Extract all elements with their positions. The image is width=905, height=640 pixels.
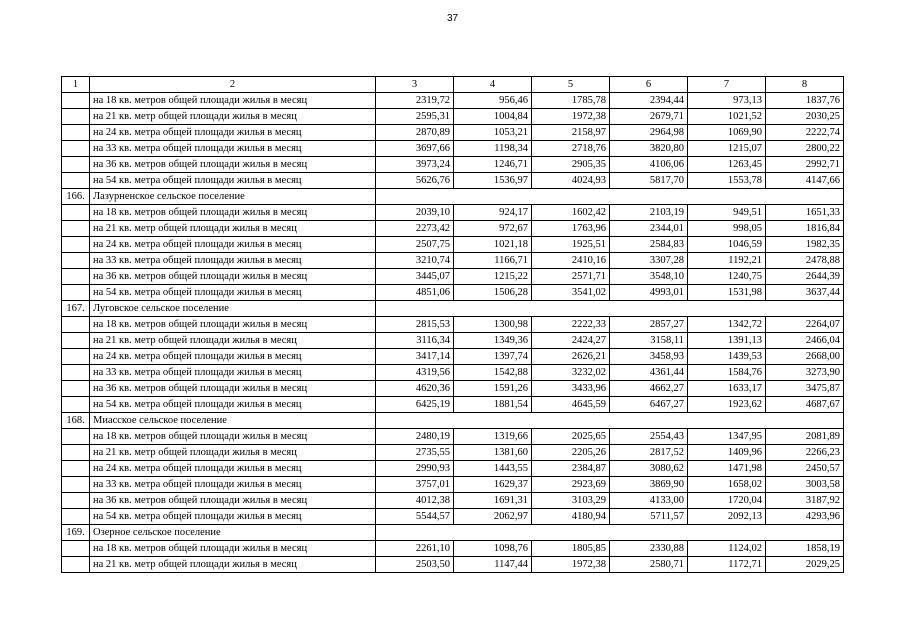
section-row [62, 413, 844, 429]
value-cell: 2222,33 [532, 317, 610, 333]
value-cell: 4361,44 [610, 365, 688, 381]
value-cell: 2992,71 [766, 157, 844, 173]
value-cell: 1785,78 [532, 93, 610, 109]
value-cell: 1342,72 [688, 317, 766, 333]
value-cell: 2817,52 [610, 445, 688, 461]
value-cell: 2584,83 [610, 237, 688, 253]
value-cell: 4687,67 [766, 397, 844, 413]
row-number-cell [62, 429, 90, 445]
value-cell: 2800,22 [766, 141, 844, 157]
value-cell: 1439,53 [688, 349, 766, 365]
value-cell: 3003,58 [766, 477, 844, 493]
row-description: на 21 кв. метр общей площади жилья в месяц [90, 333, 376, 349]
row-description: на 18 кв. метров общей площади жилья в месяц [90, 429, 376, 445]
value-cell: 1347,95 [688, 429, 766, 445]
row-description: на 33 кв. метра общей площади жилья в месяц [90, 253, 376, 269]
value-cell: 1240,75 [688, 269, 766, 285]
section-number: 166. [62, 189, 90, 205]
row-number-cell [62, 317, 90, 333]
value-cell: 2870,89 [376, 125, 454, 141]
row-number-cell [62, 237, 90, 253]
value-cell: 2029,25 [766, 557, 844, 573]
value-cell: 1246,71 [454, 157, 532, 173]
value-cell: 2039,10 [376, 205, 454, 221]
value-cell: 1381,60 [454, 445, 532, 461]
value-cell: 6467,27 [610, 397, 688, 413]
value-cell: 1069,90 [688, 125, 766, 141]
table-row [62, 285, 844, 301]
row-number-cell [62, 461, 90, 477]
value-cell: 1658,02 [688, 477, 766, 493]
value-cell: 1053,21 [454, 125, 532, 141]
section-title: Миасское сельское поселение [90, 413, 376, 429]
value-cell: 2424,27 [532, 333, 610, 349]
row-number-cell [62, 493, 90, 509]
value-cell: 1004,84 [454, 109, 532, 125]
row-description: на 36 кв. метров общей площади жилья в месяц [90, 157, 376, 173]
row-description: на 21 кв. метр общей площади жилья в месяц [90, 109, 376, 125]
value-cell: 3116,34 [376, 333, 454, 349]
value-cell: 3273,90 [766, 365, 844, 381]
section-empty-cells [376, 301, 844, 317]
section-title: Озерное сельское поселение [90, 525, 376, 541]
value-cell: 4662,27 [610, 381, 688, 397]
row-number-cell [62, 333, 90, 349]
value-cell: 1584,76 [688, 365, 766, 381]
value-cell: 2480,19 [376, 429, 454, 445]
table-row [62, 381, 844, 397]
value-cell: 5711,57 [610, 509, 688, 525]
value-cell: 3475,87 [766, 381, 844, 397]
value-cell: 1215,07 [688, 141, 766, 157]
row-number-cell [62, 141, 90, 157]
value-cell: 1629,37 [454, 477, 532, 493]
value-cell: 4620,36 [376, 381, 454, 397]
value-cell: 2990,93 [376, 461, 454, 477]
value-cell: 2205,26 [532, 445, 610, 461]
value-cell: 4319,56 [376, 365, 454, 381]
table-row [62, 317, 844, 333]
table-row [62, 461, 844, 477]
value-cell: 4180,94 [532, 509, 610, 525]
row-number-cell [62, 205, 90, 221]
value-cell: 1602,42 [532, 205, 610, 221]
value-cell: 3103,29 [532, 493, 610, 509]
value-cell: 3697,66 [376, 141, 454, 157]
value-cell: 4147,66 [766, 173, 844, 189]
table-row [62, 541, 844, 557]
value-cell: 1837,76 [766, 93, 844, 109]
section-empty-cells [376, 525, 844, 541]
value-cell: 2103,19 [610, 205, 688, 221]
table-row [62, 365, 844, 381]
value-cell: 2857,27 [610, 317, 688, 333]
row-number-cell [62, 349, 90, 365]
value-cell: 2679,71 [610, 109, 688, 125]
value-cell: 1506,28 [454, 285, 532, 301]
value-cell: 1172,71 [688, 557, 766, 573]
value-cell: 2964,98 [610, 125, 688, 141]
value-cell: 1591,26 [454, 381, 532, 397]
table-body [62, 93, 844, 573]
value-cell: 2507,75 [376, 237, 454, 253]
value-cell: 4024,93 [532, 173, 610, 189]
column-header: 4 [454, 77, 532, 93]
value-cell: 1021,52 [688, 109, 766, 125]
row-number-cell [62, 557, 90, 573]
value-cell: 1925,51 [532, 237, 610, 253]
row-description: на 24 кв. метра общей площади жилья в месяц [90, 237, 376, 253]
value-cell: 2923,69 [532, 477, 610, 493]
value-cell: 4106,06 [610, 157, 688, 173]
value-cell: 2450,57 [766, 461, 844, 477]
value-cell: 2030,25 [766, 109, 844, 125]
section-empty-cells [376, 413, 844, 429]
row-description: на 18 кв. метров общей площади жилья в месяц [90, 541, 376, 557]
row-description: на 33 кв. метра общей площади жилья в месяц [90, 477, 376, 493]
value-cell: 1542,88 [454, 365, 532, 381]
value-cell: 1021,18 [454, 237, 532, 253]
row-description: на 21 кв. метр общей площади жилья в месяц [90, 445, 376, 461]
row-number-cell [62, 477, 90, 493]
value-cell: 2580,71 [610, 557, 688, 573]
value-cell: 1046,59 [688, 237, 766, 253]
table-row [62, 141, 844, 157]
value-cell: 2668,00 [766, 349, 844, 365]
value-cell: 2158,97 [532, 125, 610, 141]
value-cell: 3548,10 [610, 269, 688, 285]
row-number-cell [62, 541, 90, 557]
column-header: 2 [90, 77, 376, 93]
value-cell: 2261,10 [376, 541, 454, 557]
table-row [62, 221, 844, 237]
table-row [62, 253, 844, 269]
tariff-table [61, 76, 844, 573]
row-number-cell [62, 381, 90, 397]
value-cell: 2330,88 [610, 541, 688, 557]
value-cell: 1858,19 [766, 541, 844, 557]
value-cell: 1720,04 [688, 493, 766, 509]
column-header: 1 [62, 77, 90, 93]
value-cell: 2092,13 [688, 509, 766, 525]
value-cell: 2478,88 [766, 253, 844, 269]
value-cell: 1531,98 [688, 285, 766, 301]
value-cell: 1263,45 [688, 157, 766, 173]
row-description: на 36 кв. метров общей площади жилья в месяц [90, 381, 376, 397]
value-cell: 3187,92 [766, 493, 844, 509]
table-row [62, 157, 844, 173]
value-cell: 1409,96 [688, 445, 766, 461]
value-cell: 5817,70 [610, 173, 688, 189]
row-number-cell [62, 173, 90, 189]
table-row [62, 397, 844, 413]
value-cell: 2394,44 [610, 93, 688, 109]
table-row [62, 109, 844, 125]
value-cell: 4293,96 [766, 509, 844, 525]
value-cell: 949,51 [688, 205, 766, 221]
value-cell: 2466,04 [766, 333, 844, 349]
value-cell: 1691,31 [454, 493, 532, 509]
table-row [62, 445, 844, 461]
value-cell: 2644,39 [766, 269, 844, 285]
value-cell: 2410,16 [532, 253, 610, 269]
value-cell: 1553,78 [688, 173, 766, 189]
table-row [62, 205, 844, 221]
column-header: 3 [376, 77, 454, 93]
value-cell: 3445,07 [376, 269, 454, 285]
table-row [62, 93, 844, 109]
value-cell: 1651,33 [766, 205, 844, 221]
section-row [62, 189, 844, 205]
row-description: на 33 кв. метра общей площади жилья в месяц [90, 365, 376, 381]
value-cell: 1300,98 [454, 317, 532, 333]
value-cell: 1972,38 [532, 557, 610, 573]
row-description: на 54 кв. метра общей площади жилья в месяц [90, 285, 376, 301]
row-description: на 18 кв. метров общей площади жилья в месяц [90, 93, 376, 109]
value-cell: 1972,38 [532, 109, 610, 125]
table-row [62, 237, 844, 253]
row-number-cell [62, 509, 90, 525]
value-cell: 1471,98 [688, 461, 766, 477]
row-number-cell [62, 253, 90, 269]
value-cell: 1881,54 [454, 397, 532, 413]
column-header: 5 [532, 77, 610, 93]
row-description: на 33 кв. метра общей площади жилья в месяц [90, 141, 376, 157]
value-cell: 2905,35 [532, 157, 610, 173]
row-number-cell [62, 125, 90, 141]
row-number-cell [62, 397, 90, 413]
section-row [62, 525, 844, 541]
row-description: на 21 кв. метр общей площади жилья в месяц [90, 221, 376, 237]
row-description: на 36 кв. метров общей площади жилья в месяц [90, 269, 376, 285]
table-row [62, 493, 844, 509]
value-cell: 1805,85 [532, 541, 610, 557]
row-description: на 54 кв. метра общей площади жилья в месяц [90, 397, 376, 413]
value-cell: 956,46 [454, 93, 532, 109]
table-row [62, 333, 844, 349]
value-cell: 998,05 [688, 221, 766, 237]
table-row [62, 173, 844, 189]
column-header: 6 [610, 77, 688, 93]
value-cell: 1397,74 [454, 349, 532, 365]
value-cell: 2344,01 [610, 221, 688, 237]
value-cell: 1391,13 [688, 333, 766, 349]
value-cell: 4133,00 [610, 493, 688, 509]
column-header: 8 [766, 77, 844, 93]
value-cell: 4645,59 [532, 397, 610, 413]
value-cell: 1763,96 [532, 221, 610, 237]
value-cell: 1443,55 [454, 461, 532, 477]
value-cell: 2319,72 [376, 93, 454, 109]
table-header-row [62, 77, 844, 93]
table-row [62, 429, 844, 445]
value-cell: 2571,71 [532, 269, 610, 285]
value-cell: 5544,57 [376, 509, 454, 525]
value-cell: 2081,89 [766, 429, 844, 445]
row-number-cell [62, 93, 90, 109]
value-cell: 1192,21 [688, 253, 766, 269]
row-description: на 36 кв. метров общей площади жилья в месяц [90, 493, 376, 509]
value-cell: 973,13 [688, 93, 766, 109]
value-cell: 2384,87 [532, 461, 610, 477]
row-description: на 24 кв. метра общей площади жилья в месяц [90, 349, 376, 365]
value-cell: 2025,65 [532, 429, 610, 445]
value-cell: 3820,80 [610, 141, 688, 157]
value-cell: 2062,97 [454, 509, 532, 525]
page-number: 37 [446, 13, 459, 24]
row-number-cell [62, 221, 90, 237]
section-number: 168. [62, 413, 90, 429]
value-cell: 1198,34 [454, 141, 532, 157]
value-cell: 2735,55 [376, 445, 454, 461]
value-cell: 3417,14 [376, 349, 454, 365]
value-cell: 4012,38 [376, 493, 454, 509]
row-description: на 24 кв. метра общей площади жилья в месяц [90, 461, 376, 477]
value-cell: 3307,28 [610, 253, 688, 269]
row-number-cell [62, 269, 90, 285]
section-row [62, 301, 844, 317]
value-cell: 3158,11 [610, 333, 688, 349]
row-description: на 54 кв. метра общей площади жилья в месяц [90, 173, 376, 189]
value-cell: 3541,02 [532, 285, 610, 301]
section-title: Луговское сельское поселение [90, 301, 376, 317]
value-cell: 1166,71 [454, 253, 532, 269]
value-cell: 3458,93 [610, 349, 688, 365]
value-cell: 2222,74 [766, 125, 844, 141]
table-row [62, 269, 844, 285]
value-cell: 1923,62 [688, 397, 766, 413]
value-cell: 1319,66 [454, 429, 532, 445]
value-cell: 1816,84 [766, 221, 844, 237]
row-number-cell [62, 365, 90, 381]
value-cell: 3637,44 [766, 285, 844, 301]
value-cell: 2595,31 [376, 109, 454, 125]
value-cell: 6425,19 [376, 397, 454, 413]
table-row [62, 349, 844, 365]
value-cell: 1633,17 [688, 381, 766, 397]
value-cell: 1098,76 [454, 541, 532, 557]
value-cell: 5626,76 [376, 173, 454, 189]
value-cell: 1147,44 [454, 557, 532, 573]
value-cell: 2264,07 [766, 317, 844, 333]
table-row [62, 509, 844, 525]
table-row [62, 125, 844, 141]
value-cell: 2626,21 [532, 349, 610, 365]
section-number: 169. [62, 525, 90, 541]
table-row [62, 557, 844, 573]
value-cell: 1982,35 [766, 237, 844, 253]
value-cell: 3210,74 [376, 253, 454, 269]
value-cell: 924,17 [454, 205, 532, 221]
row-description: на 54 кв. метра общей площади жилья в месяц [90, 509, 376, 525]
section-number: 167. [62, 301, 90, 317]
section-title: Лазурненское сельское поселение [90, 189, 376, 205]
row-description: на 18 кв. метров общей площади жилья в месяц [90, 317, 376, 333]
row-number-cell [62, 285, 90, 301]
value-cell: 4851,06 [376, 285, 454, 301]
value-cell: 3869,90 [610, 477, 688, 493]
column-header: 7 [688, 77, 766, 93]
value-cell: 2718,76 [532, 141, 610, 157]
row-description: на 24 кв. метра общей площади жилья в месяц [90, 125, 376, 141]
value-cell: 3973,24 [376, 157, 454, 173]
value-cell: 1215,22 [454, 269, 532, 285]
value-cell: 3757,01 [376, 477, 454, 493]
row-number-cell [62, 109, 90, 125]
value-cell: 4993,01 [610, 285, 688, 301]
value-cell: 2815,53 [376, 317, 454, 333]
value-cell: 3433,96 [532, 381, 610, 397]
value-cell: 2273,42 [376, 221, 454, 237]
value-cell: 2266,23 [766, 445, 844, 461]
value-cell: 1124,02 [688, 541, 766, 557]
row-description: на 21 кв. метр общей площади жилья в месяц [90, 557, 376, 573]
value-cell: 972,67 [454, 221, 532, 237]
value-cell: 3232,02 [532, 365, 610, 381]
value-cell: 2554,43 [610, 429, 688, 445]
value-cell: 1349,36 [454, 333, 532, 349]
value-cell: 3080,62 [610, 461, 688, 477]
section-empty-cells [376, 189, 844, 205]
row-description: на 18 кв. метров общей площади жилья в месяц [90, 205, 376, 221]
value-cell: 1536,97 [454, 173, 532, 189]
value-cell: 2503,50 [376, 557, 454, 573]
row-number-cell [62, 445, 90, 461]
table-row [62, 477, 844, 493]
row-number-cell [62, 157, 90, 173]
